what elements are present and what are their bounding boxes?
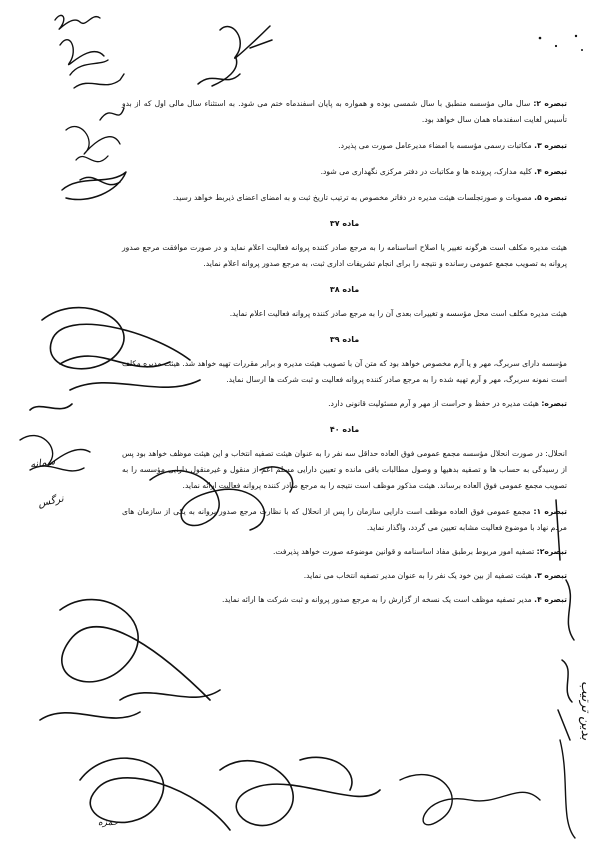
signature-label-3: حمزه	[98, 818, 119, 828]
note-label: تبصره:	[541, 399, 567, 408]
note-text: کلیه مدارک، پرونده ها و مکاتبات در دفتر مرکزی نگهداری می شود.	[320, 167, 535, 176]
signature-left-2	[62, 172, 126, 200]
note-text: سال مالی مؤسسه منطبق با سال شمسی بوده و همواره به پایان اسفندماه ختم می شود. به استثناء سال مالی اول که از بدو تأسیس لغایت اسفندماه همان سال خواهد بود.	[122, 99, 567, 124]
signature-left-1	[66, 127, 120, 162]
note-5	[122, 190, 567, 206]
article-38-body: هیئت مدیره مکلف است محل مؤسسه و تغییرات بعدی آن را به مرجع صادر کننده پروانه فعالیت اعلام نماید.	[229, 309, 567, 318]
article-40-note-4	[122, 592, 567, 608]
article-40-heading: ماده ۴۰	[329, 425, 360, 434]
signature-label-2: نرگس	[37, 493, 65, 510]
note-text: هیئت مدیره در حفظ و حراست از مهر و آرم مسئولیت قانونی دارد.	[328, 399, 542, 408]
signature-bottom-center	[80, 757, 380, 830]
note-label: تبصره ۲:	[533, 99, 567, 108]
document-body	[122, 96, 567, 608]
note-3	[122, 138, 567, 154]
signature-top-left	[55, 15, 124, 120]
article-40-note-3	[122, 568, 567, 584]
article-37-heading: ماده ۳۷	[329, 219, 360, 228]
note-text: مدیر تصفیه موظف است یک نسخه از گزارش را به مرجع صدور پروانه و ثبت شرکت ها ارائه نماید.	[221, 595, 535, 604]
note-text: مصوبات و صورتجلسات هیئت مدیره در دفاتر مخصوص به ترتیب تاریخ ثبت و به امضای اعضای ذیربط خواهد رسید.	[172, 193, 535, 202]
signature-lower-left	[40, 600, 220, 720]
note-text: مکاتبات رسمی مؤسسه با امضاء مدیرعامل صورت می پذیرد.	[338, 141, 535, 150]
signature-bottom-right	[400, 740, 575, 838]
note-4	[122, 164, 567, 180]
article-40-body: انحلال: در صورت انحلال مؤسسه مجمع عمومی فوق العاده حداقل سه نفر را به عنوان هیئت تصفیه انتخاب و این هیئت موظف خواهد بود پس از رسیدگی به حساب ها و تصفیه بدهیها و وصول مطالبات باقی مانده و تعیین دارایی مسلم اعم از منقول و غیرمنقول دارایی مؤسسه را به تصویب مجمع عمومی فوق العاده برساند. هیئت مذکور موظف است نتیجه را به مرجع صادر کننده پروانه فعالیت ارائه نماید.	[122, 449, 567, 490]
note-text: هیئت تصفیه از بین خود یک نفر را به عنوان مدیر تصفیه انتخاب می نماید.	[303, 571, 535, 580]
article-39-note	[122, 396, 567, 412]
article-40-note-1	[122, 504, 567, 536]
signature-top-center	[198, 26, 272, 86]
note-label: تبصره ۱:	[533, 507, 567, 516]
note-text: تصفیه امور مربوط برطبق مفاد اساسنامه و قوانین موضوعه صورت خواهد پذیرفت.	[272, 547, 537, 556]
margin-handwriting: بدین ترتیب	[578, 680, 593, 740]
note-label: تبصره ۴.	[534, 595, 567, 604]
article-39-heading: ماده ۳۹	[329, 335, 360, 344]
article-39-body: مؤسسه دارای سربرگ، مهر و یا آرم مخصوص خواهد بود که متن آن با تصویب هیئت مدیره و برابر مقررات تهیه خواهد شد. هیئت مدیره مکلف است نمونه سربرگ، مهر و آرم تهیه شده را به مرجع صادر کننده پروانه فعالیت و ثبت شرکت ها ارسال نماید.	[122, 359, 567, 384]
article-40-note-2	[122, 544, 567, 560]
note-label: تبصره ۵.	[534, 193, 567, 202]
note-2	[122, 96, 567, 128]
signature-label-1: سمانه	[29, 456, 57, 471]
note-label: تبصره۲:	[536, 547, 567, 556]
note-label: تبصره ۳.	[534, 571, 567, 580]
article-37-body: هیئت مدیره مکلف است هرگونه تغییر یا اصلاح اساسنامه را به مرجع صادر کننده پروانه فعالیت اعلام نماید و در صورت موافقت مرجع صدور پروانه به تصویب مجمع عمومی رسانده و نتیجه را برای انجام تشریفات اداری ثبت، به مرجع صدور پروانه اعلام نماید.	[122, 243, 567, 268]
article-38-heading: ماده ۳۸	[329, 285, 360, 294]
decorative-dots	[539, 35, 583, 51]
note-label: تبصره ۳.	[534, 141, 567, 150]
note-label: تبصره ۴.	[534, 167, 567, 176]
note-text: مجمع عمومی فوق العاده موظف است دارایی سازمان را پس از انحلال که با نظارت مرجع صدور پروانه به یکی از سازمان های مردم نهاد با موضوع فعالیت مشابه تعیین می گردد، واگذار نماید.	[122, 507, 567, 532]
